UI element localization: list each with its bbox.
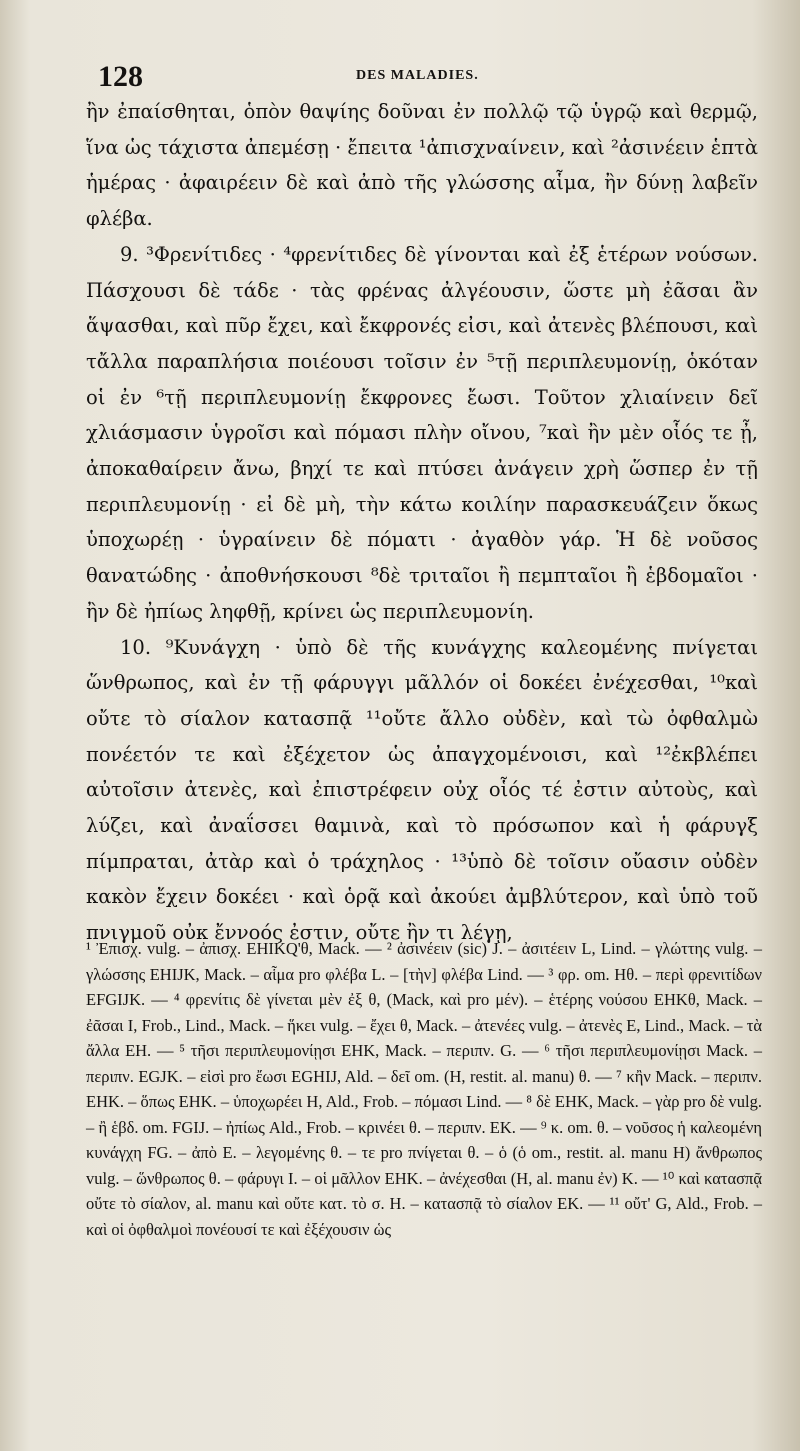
footnote-text: ¹ Ἐπισχ. vulg. – ἀπισχ. EHIKQ'θ, Mack. — ² ἀσινέειν (sic) J. – ἀσιτέειν L, Lind. – γλώττης vulg. – γλώσσης EHIJK, Mack. – αἷμα pro φλέβα L. – [τὴν] φλέβα Lind. — ³ φρ. om. Hθ. – περὶ φρενιτίδων EFGIJK. — ⁴ φρενίτις δὲ γίνεται μὲν ἐξ θ, (Mack, καὶ pro μέν). – ἑτέρης νούσου EHKθ, Mack. – ἐᾶσαι I, Frob., Lind., Mack. – ἥκει vulg. – ἔχει θ, Mack. – ἀτενέες vulg. – ἀτενὲς E, Lind., Mack. – τὰ ἄλλα EH. — ⁵ τῆσι περιπλευμονίῃσι EHK, Mack. – περιπν. G. — ⁶ τῆσι περιπλευμονίῃσι Mack. – περιπν. EGJK. – εἰσὶ pro ἔωσι EGHIJ, Ald. – δεῖ om. (H, restit. al. manu) θ. — ⁷ κἢν Mack. – περιπν. EHK. – ὅπως EHK. – ὑποχωρέει H, Ald., Frob. – πόμασι Lind. — ⁸ δὲ EHK, Mack. – γὰρ pro δὲ vulg. – ἢ ἑβδ. om. FGIJ. – ἠπίως Ald., Frob. – κρινέει θ. – περιπν. EK. — ⁹ κ. om. θ. – νοῦσος ἡ καλεομένη κυνάγχη FG. – ἀπὸ E. – λεγομένης θ. – τε pro πνίγεται θ. – ὁ (ὁ om., restit. al. manu H) ἄνθρωπος vulg. – ὥνθρωπος θ. – φάρυγι I. – οἱ μᾶλλον EHK. – ἀνέχεσθαι (H, al. manu ἐν) K. — ¹⁰ καὶ κατασπᾷ οὔτε τὸ σίαλον, al. manu καὶ οὔτε κατ. τὸ σ. H. – κατασπᾷ τὸ σίαλον EK. — ¹¹ οὔτ' G, Ald., Frob. – καὶ οἱ ὀφθαλμοὶ πονέουσί τε καὶ ἐξέχουσιν ὡς [86,939,762,1239]
paragraph-continuation: ἢν ἐπαίσθηται, ὁπὸν θαψίης δοῦναι ἐν πολλῷ τῷ ὑγρῷ καὶ θερμῷ, ἵνα ὡς τάχιστα ἀπεμέσῃ · ἔπειτα ¹ἀπισχναίνειν, καὶ ²ἀσινέειν ἑπτὰ ἡμέρας · ἀφαιρέειν δὲ καὶ ἀπὸ τῆς γλώσσης αἷμα, ἢν δύνῃ λαβεῖν φλέβα. [86,100,758,231]
running-head: DES MALADIES. [356,68,479,83]
main-text [86,94,758,951]
paragraph-section-10: 10. ⁹Κυνάγχη · ὑπὸ δὲ τῆς κυνάγχης καλεομένης πνίγεται ὥνθρωπος, καὶ ἐν τῇ φάρυγγι μᾶλλόν οἱ δοκέει ἐνέχεσθαι, ¹⁰καὶ οὔτε τὸ σίαλον κατασπᾷ ¹¹οὔτε ἄλλο οὐδὲν, καὶ τὼ ὀφθαλμὼ πονέετόν τε καὶ ἐξέχετον ὡς ἀπαγχομένοισι, καὶ ¹²ἐκβλέπει αὐτοῖσιν ἀτενὲς, καὶ ἐπιστρέφειν οὐχ οἷός τέ ἐστιν αὐτοὺς, καὶ λύζει, καὶ ἀναΐσσει θαμινὰ, καὶ τὸ πρόσωπον καὶ ἡ φάρυγξ πίμπραται, ἀτὰρ καὶ ὁ τράχηλος · ¹³ὑπὸ δὲ τοῖσιν οὔασιν οὐδὲν κακὸν ἔχειν δοκέει · καὶ ὁρᾷ καὶ ἀκούει ἀμβλύτερον, καὶ ὑπὸ τοῦ πνιγμοῦ οὐκ ἔννοός ἐστιν, οὔτε ἢν τι λέγῃ, [86,635,758,945]
page-header [98,60,754,96]
paragraph-section-9: 9. ³Φρενίτιδες · ⁴φρενίτιδες δὲ γίνονται καὶ ἐξ ἑτέρων νούσων. Πάσχουσι δὲ τάδε · τὰς φρένας ἀλγέουσιν, ὥστε μὴ ἐᾶσαι ἂν ἅψασθαι, καὶ πῦρ ἔχει, καὶ ἔκφρονές εἰσι, καὶ ἀτενὲς βλέπουσι, καὶ τἄλλα παραπλήσια ποιέουσι τοῖσιν ἐν ⁵τῇ περιπλευμονίῃ, ὁκόταν οἱ ἐν ⁶τῇ περιπλευμονίῃ ἔκφρονες ἔωσι. Τοῦτον χλιαίνειν δεῖ χλιάσμασιν ὑγροῖσι καὶ πόμασι πλὴν οἴνου, ⁷καὶ ἢν μὲν οἷός τε ᾖ, ἀποκαθαίρειν ἄνω, βηχί τε καὶ πτύσει ἀνάγειν χρὴ ὥσπερ ἐν τῇ περιπλευμονίῃ · εἰ δὲ μὴ, τὴν κάτω κοιλίην παρασκευάζειν ὅκως ὑποχωρέῃ · ὑγραίνειν δὲ πόματι · ἀγαθὸν γάρ. Ἡ δὲ νοῦσος θανατώδης · ἀποθνήσκουσι ⁸δὲ τριταῖοι ἢ πεμπταῖοι ἢ ἑβδομαῖοι · ἢν δὲ ἠπίως ληφθῇ, κρίνει ὡς περιπλευμονίη. [86,242,758,623]
page-number: 128 [98,60,143,93]
footnotes [86,936,762,1242]
